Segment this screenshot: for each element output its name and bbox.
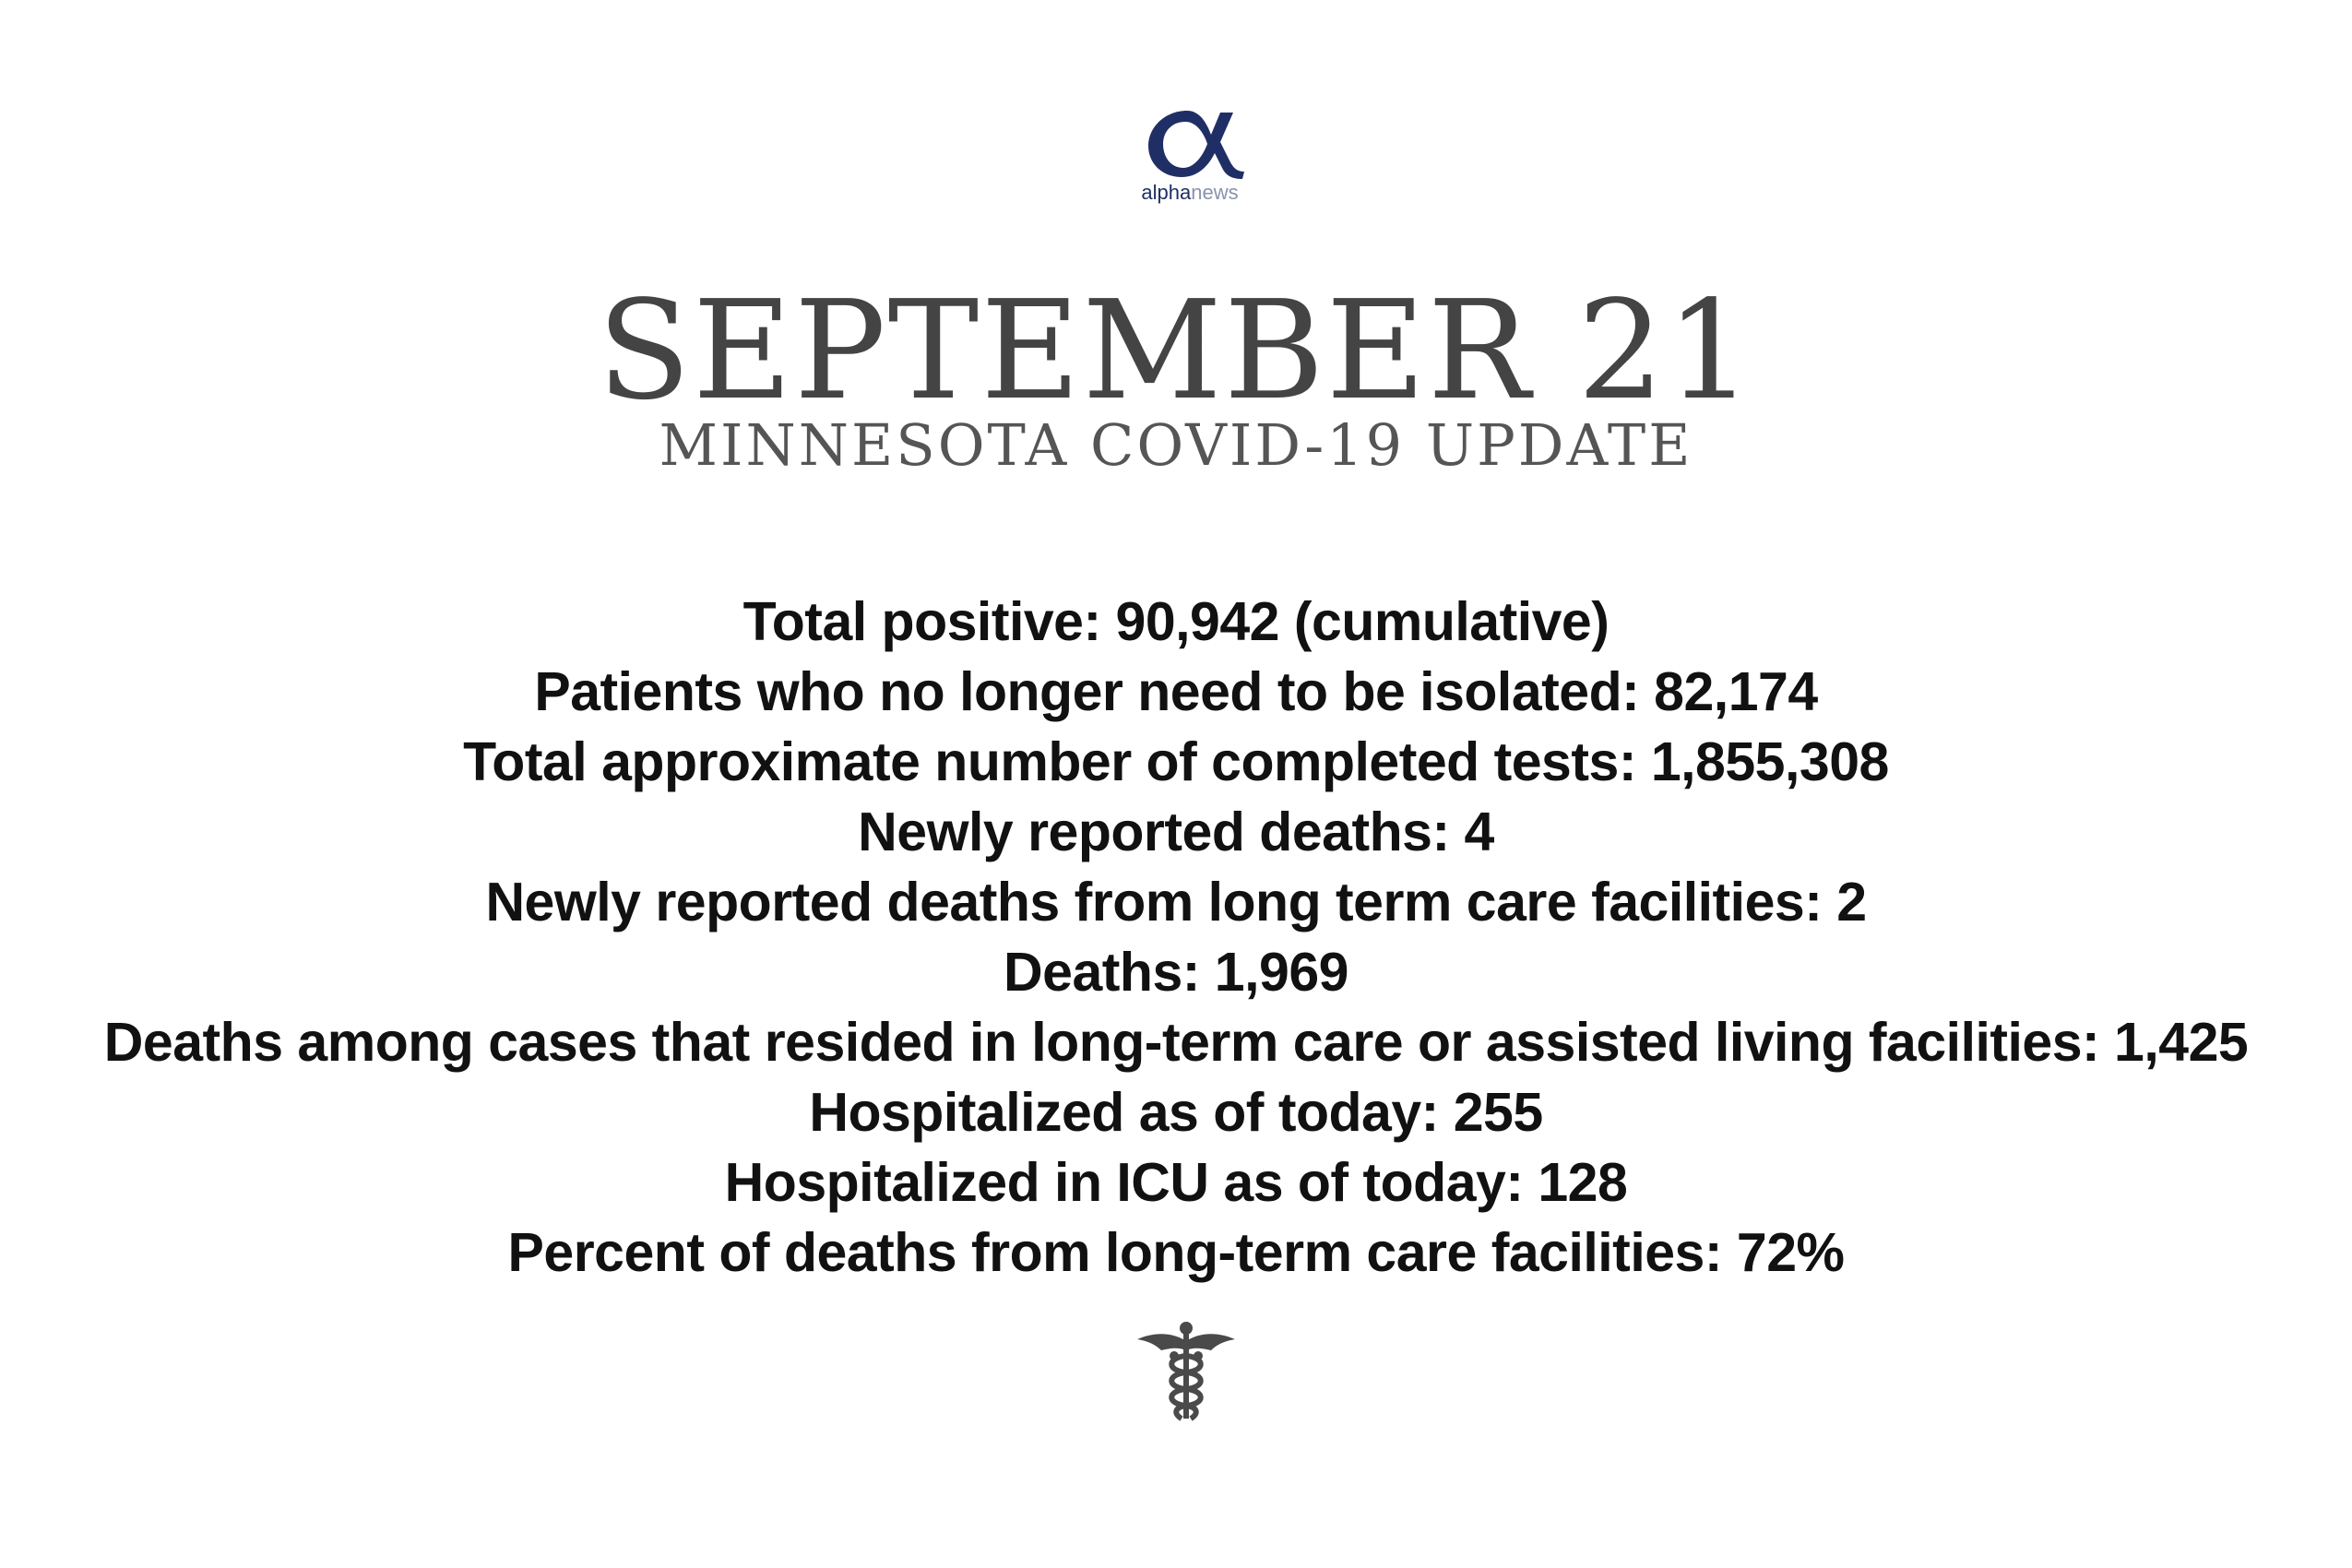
stat-completed-tests: Total approximate number of completed tests: 1,855,308 (463, 731, 1889, 792)
page-subtitle: MINNESOTA COVID-19 UPDATE (659, 411, 1693, 479)
stat-icu: Hospitalized in ICU as of today: 128 (724, 1152, 1628, 1213)
stat-deaths: Deaths: 1,969 (1004, 942, 1348, 1003)
logo-wordmark (1130, 181, 1250, 205)
stat-no-longer-isolated: Patients who no longer need to be isolated: 82,174 (534, 661, 1818, 722)
logo-word-news: news (1191, 181, 1239, 204)
page-title: SEPTEMBER 21 (597, 271, 1755, 430)
stat-new-ltc-deaths: Newly reported deaths from long term care facilities: 2 (485, 872, 1867, 932)
stat-total-positive: Total positive: 90,942 (cumulative) (742, 591, 1610, 652)
alpha-logo-icon (1130, 100, 1250, 183)
stat-hospitalized: Hospitalized as of today: 255 (809, 1082, 1543, 1143)
stat-new-deaths: Newly reported deaths: 4 (858, 802, 1494, 862)
stat-ltc-resident-deaths: Deaths among cases that resided in long-term care or assisted living facilities: 1,425 (103, 1012, 2249, 1073)
logo-word-alpha: alpha (1141, 181, 1192, 204)
stats-list (0, 587, 2352, 1288)
caduceus-icon (1135, 1319, 1237, 1422)
alphanews-logo (1130, 100, 1250, 210)
stat-percent-ltc-deaths: Percent of deaths from long-term care facilities: 72% (507, 1222, 1845, 1283)
